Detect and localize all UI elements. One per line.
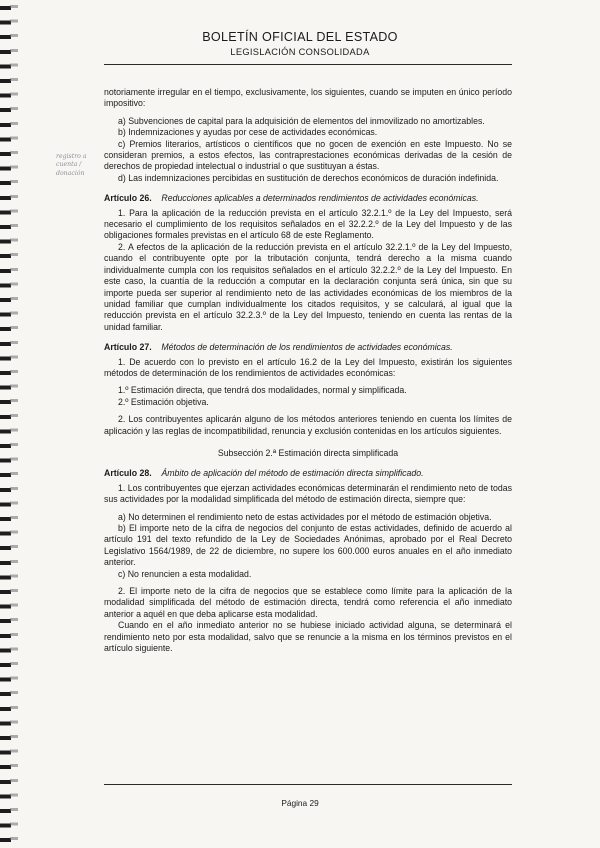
footer-rule	[104, 784, 512, 785]
paragraph: b) Indemnizaciones y ayudas por cese de actividades económicas.	[118, 127, 378, 138]
header-rule	[104, 64, 512, 65]
article-number: Artículo 26.	[104, 193, 152, 204]
paragraph: Cuando en el año inmediato anterior no se hubiese iniciado actividad alguna, se determinará el rendimiento neto por esta modalidad, salvo que se renuncie a la misma en los términos previstos en el artículo siguiente.	[104, 620, 512, 654]
header-title: BOLETÍN OFICIAL DEL ESTADO	[202, 30, 398, 44]
paragraph: a) No determinen el rendimiento neto de estas actividades por el método de estimación objetiva.	[118, 511, 492, 522]
page-footer	[0, 798, 600, 808]
handwritten-line: cuenta /	[56, 161, 82, 169]
article-heading	[104, 342, 512, 353]
page-number: Página 29	[281, 798, 319, 808]
article-number: Artículo 28.	[104, 468, 152, 479]
paragraph: 1. De acuerdo con lo previsto en el artículo 16.2 de la Ley del Impuesto, existirán los siguientes métodos de determinación de los rendimientos de actividades económicas:	[104, 356, 512, 378]
binding-holes	[10, 0, 18, 848]
article-title: Reducciones aplicables a determinados rendimientos de actividades económicas.	[161, 193, 479, 204]
page-header	[0, 30, 600, 57]
paragraph: 1. Para la aplicación de la reducción prevista en el artículo 32.2.1.º de la Ley del Impuesto, será necesario el cumplimiento de los requisitos señalados en el 32.2.2.º de la Ley del Impuesto y de las obligaciones formales previstas en el artículo 68 de este Reglamento.	[104, 207, 512, 241]
paragraph: 1.º Estimación directa, que tendrá dos modalidades, normal y simplificada.	[118, 385, 407, 396]
paragraph: 1. Los contribuyentes que ejerzan actividades económicas determinarán el rendimiento neto de todas sus actividades por la modalidad simplificada del método de estimación directa, siempre que:	[104, 482, 512, 505]
article-number: Artículo 27.	[104, 342, 152, 353]
article-title: Métodos de determinación de los rendimientos de actividades económicas.	[161, 342, 453, 353]
handwritten-line: registro a	[56, 153, 87, 160]
paragraph: notoriamente irregular en el tiempo, exclusivamente, los siguientes, cuando se imputen en único período impositivo:	[104, 87, 512, 109]
paragraph: a) Subvenciones de capital para la adquisición de elementos del inmovilizado no amortizables.	[118, 115, 485, 126]
header-subtitle: LEGISLACIÓN CONSOLIDADA	[230, 47, 370, 57]
paragraph: c) Premios literarios, artísticos o científicos que no gocen de exención en este Impuesto. No se consideran premios, a estos efectos, las contraprestaciones económicas derivadas de la cesión de derechos de propiedad intelectual o industrial o que sustituyan a éstas.	[104, 138, 512, 172]
paragraph: 2. A efectos de la aplicación de la reducción prevista en el artículo 32.2.1.º de la Ley del Impuesto, cuando el contribuyente opte por la tributación conjunta, tendrá derecho a la misma cuando individualmente cumpla con los requisitos señalados en el artículo 32.2.2.º de la Ley del Impuesto. En este caso, la cuantía de la reducción a computar en la declaración conjunta será única, sin que su importe pueda ser superior al rendimiento neto de las actividades económicas de los miembros de la unidad familiar que cumplan individualmente los citados requisitos, y se calculará, al igual que la reducción prevista en el artículo 32.2.3.º de la Ley del Impuesto, teniendo en cuenta las rentas de la unidad familiar.	[104, 241, 512, 332]
subsection-heading: Subsección 2.ª Estimación directa simplificada	[217, 447, 399, 458]
article-title: Ámbito de aplicación del método de estimación directa simplificado.	[161, 468, 424, 479]
paragraph: d) Las indemnizaciones percibidas en sustitución de derechos económicos de duración indefinida.	[118, 172, 499, 183]
paragraph: 2. El importe neto de la cifra de negocios que se establece como límite para la aplicación de la modalidad simplificada del método de estimación directa, tendrá como referencia el año inmediato anterior a aquél en que deba aplicarse esta modalidad.	[104, 586, 512, 619]
handwritten-annotation	[56, 153, 106, 178]
paragraph: c) No renuncien a esta modalidad.	[118, 568, 252, 579]
paragraph: 2.º Estimación objetiva.	[118, 396, 209, 407]
article-heading	[104, 193, 512, 204]
handwritten-line: donación	[56, 169, 85, 177]
document-body	[104, 87, 512, 654]
paragraph: b) El importe neto de la cifra de negocios del conjunto de estas actividades, definido de acuerdo al artículo 191 del texto refundido de la Ley de Sociedades Anónimas, aprobado por el Real Decreto Legislativo 1564/1989, de 22 de diciembre, no supere los 600.000 euros anuales en el año inmediato anterior.	[104, 523, 512, 568]
paragraph: 2. Los contribuyentes aplicarán alguno de los métodos anteriores teniendo en cuenta los límites de aplicación y las reglas de incompatibilidad, renuncia y exclusión contenidas en los artículos siguientes.	[104, 414, 512, 436]
article-heading	[104, 468, 512, 479]
